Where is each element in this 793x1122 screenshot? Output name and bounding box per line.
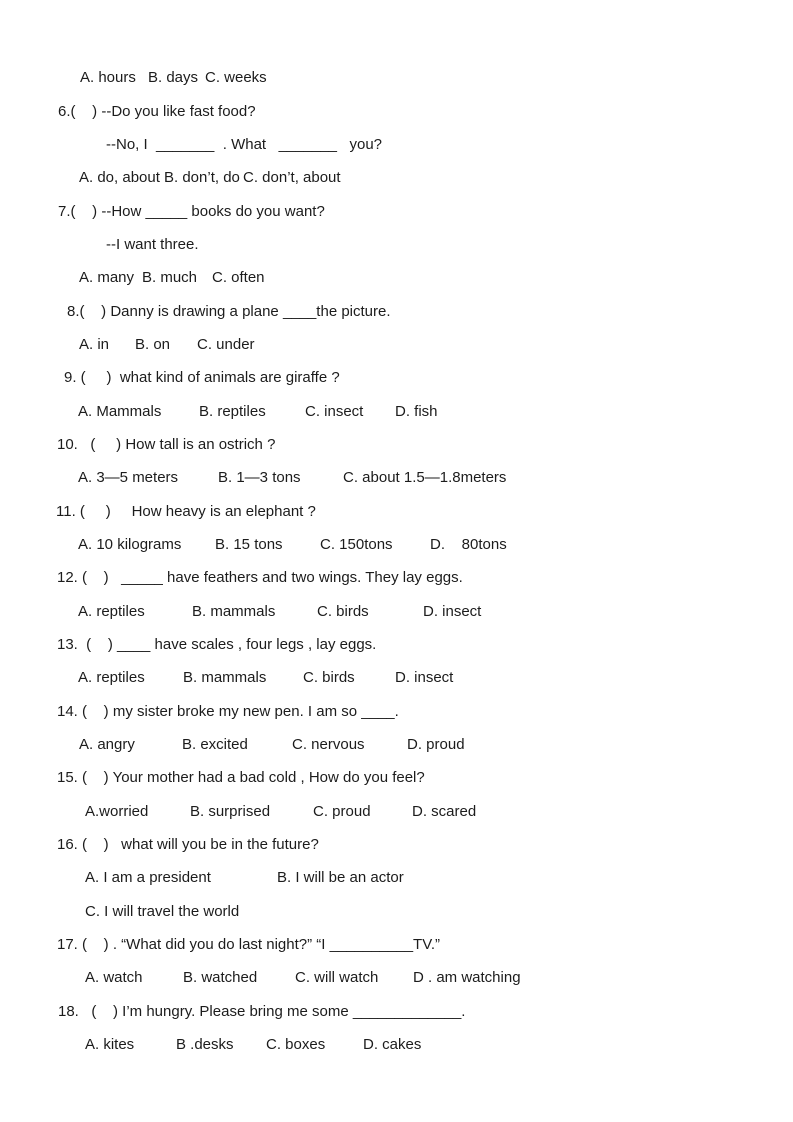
option-text: A. I am a president	[85, 869, 211, 886]
option-text: B. watched	[183, 969, 258, 986]
option-text: A. 3—5 meters	[78, 469, 179, 486]
option-text: B. days	[148, 69, 199, 86]
document-line	[0, 635, 793, 655]
option-text: A. reptiles	[78, 603, 145, 620]
option-text: B. mammals	[192, 603, 276, 620]
document-line	[0, 968, 793, 988]
question-stem: 16. ( ) what will you be in the future?	[57, 836, 319, 853]
option-text: C. proud	[313, 803, 371, 820]
option-text: B. on	[135, 336, 171, 353]
document-line	[0, 468, 793, 488]
option-text: A. 10 kilograms	[78, 536, 182, 553]
option-text: A.worried	[85, 803, 149, 820]
question-stem: 12. ( ) _____ have feathers and two wings. They lay eggs.	[57, 569, 463, 586]
document-line	[0, 402, 793, 422]
document-line	[0, 902, 793, 922]
option-text: B. much	[142, 269, 198, 286]
option-text: B. 15 tons	[215, 536, 283, 553]
option-text: D. proud	[407, 736, 465, 753]
option-text: A. angry	[79, 736, 135, 753]
option-text: C. birds	[303, 669, 355, 686]
document-line	[0, 1002, 793, 1022]
option-text: C. weeks	[205, 69, 267, 86]
option-text: C. I will travel the world	[85, 903, 240, 920]
document-line	[0, 802, 793, 822]
document-line	[0, 535, 793, 555]
document-line	[0, 435, 793, 455]
option-text: C. often	[212, 269, 265, 286]
document-line	[0, 702, 793, 722]
document-line	[0, 102, 793, 122]
question-stem: 18. ( ) I’m hungry. Please bring me some _____________.	[58, 1003, 466, 1020]
question-stem: 13. ( ) ____ have scales , four legs , lay eggs.	[57, 636, 377, 653]
question-stem: 8.( ) Danny is drawing a plane ____the picture.	[67, 303, 391, 320]
question-stem: 14. ( ) my sister broke my new pen. I am so ____.	[57, 703, 399, 720]
option-text: B. 1—3 tons	[218, 469, 301, 486]
option-text: B. mammals	[183, 669, 267, 686]
option-text: C. will watch	[295, 969, 379, 986]
option-text: C. birds	[317, 603, 369, 620]
option-text: B. reptiles	[199, 403, 266, 420]
document-line	[0, 68, 793, 88]
option-text: D. fish	[395, 403, 438, 420]
question-continuation: --No, I _______ . What _______ you?	[106, 136, 383, 153]
document-line	[0, 768, 793, 788]
option-text: D. scared	[412, 803, 477, 820]
option-text: D. cakes	[363, 1036, 422, 1053]
document-line	[0, 202, 793, 222]
option-text: C. about 1.5—1.8meters	[343, 469, 507, 486]
option-text: B. don’t, do	[164, 169, 240, 186]
question-stem: 10. ( ) How tall is an ostrich ?	[57, 436, 276, 453]
document-line	[0, 935, 793, 955]
document-line	[0, 235, 793, 255]
option-text: C. insect	[305, 403, 364, 420]
option-text: C. boxes	[266, 1036, 326, 1053]
option-text: A. in	[79, 336, 110, 353]
option-text: D. 80tons	[430, 536, 507, 553]
document-line	[0, 168, 793, 188]
question-stem: 11. ( ) How heavy is an elephant ?	[56, 503, 316, 520]
option-text: C. 150tons	[320, 536, 393, 553]
option-text: A. hours	[80, 69, 136, 86]
question-stem: 15. ( ) Your mother had a bad cold , How do you feel?	[57, 769, 425, 786]
option-text: B. surprised	[190, 803, 271, 820]
document-line	[0, 135, 793, 155]
document-line	[0, 868, 793, 888]
option-text: B .desks	[176, 1036, 234, 1053]
option-text: C. don’t, about	[243, 169, 341, 186]
document-line	[0, 735, 793, 755]
document-line	[0, 1035, 793, 1055]
document-line	[0, 568, 793, 588]
option-text: C. nervous	[292, 736, 365, 753]
document-line	[0, 268, 793, 288]
option-text: C. under	[197, 336, 255, 353]
question-continuation: --I want three.	[106, 236, 199, 253]
option-text: A. many	[79, 269, 135, 286]
option-text: A. do, about	[79, 169, 160, 186]
question-stem: 9. ( ) what kind of animals are giraffe ?	[64, 369, 340, 386]
document-line	[0, 502, 793, 522]
document-line	[0, 335, 793, 355]
option-text: A. reptiles	[78, 669, 145, 686]
question-stem: 7.( ) --How _____ books do you want?	[58, 203, 325, 220]
question-stem: 17. ( ) . “What did you do last night?” “I __________TV.”	[57, 936, 440, 953]
question-stem: 6.( ) --Do you like fast food?	[58, 103, 256, 120]
option-text: B. excited	[182, 736, 248, 753]
document-line	[0, 668, 793, 688]
option-text: D. insect	[395, 669, 454, 686]
document-line	[0, 602, 793, 622]
option-text: D . am watching	[413, 969, 521, 986]
option-text: B. I will be an actor	[277, 869, 404, 886]
document-line	[0, 302, 793, 322]
option-text: A. kites	[85, 1036, 135, 1053]
option-text: A. watch	[85, 969, 143, 986]
option-text: D. insect	[423, 603, 482, 620]
document-line	[0, 835, 793, 855]
option-text: A. Mammals	[78, 403, 162, 420]
document-line	[0, 368, 793, 388]
